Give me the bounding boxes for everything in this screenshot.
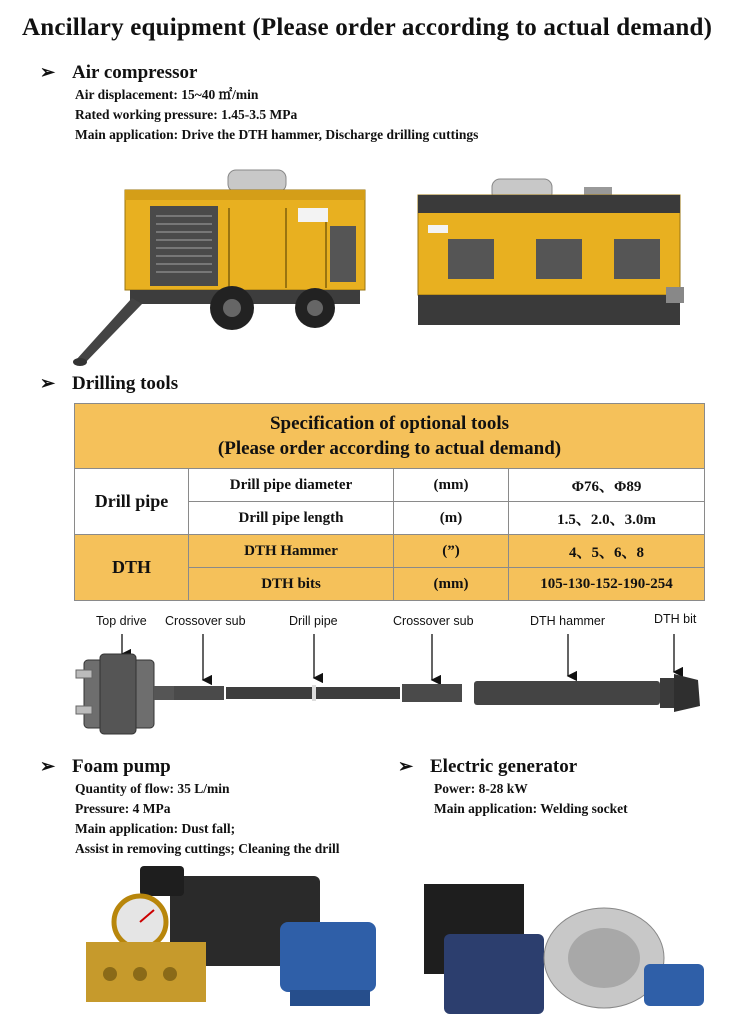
foam-pump-title: Foam pump [72,756,171,777]
item-cell: DTH bits [189,568,394,601]
item-cell: Drill pipe length [189,502,394,535]
air-compressor-title: Air compressor [72,62,198,83]
electric-generator-specs [434,779,628,819]
spec-line: Main application: Drive the DTH hammer, Discharge drilling cuttings [75,127,479,142]
arrow-bullet-icon: ➢ [40,373,56,393]
foam-pump-image [80,862,380,1022]
dth-hammer-part [474,681,660,705]
table-row [75,469,705,502]
dth-bit-part [660,674,700,712]
unit-cell: (”) [394,535,509,568]
spec-table-title-cell [75,404,705,469]
spec-table-header [75,404,705,469]
drill-pipe-label: Drill pipe [289,614,338,628]
dth-hammer-label: DTH hammer [530,614,606,628]
air-compressor-specs [75,85,478,145]
unit-cell: (m) [394,502,509,535]
item-cell: DTH Hammer [189,535,394,568]
unit-cell: (mm) [394,469,509,502]
crossover-sub-label-2: Crossover sub [393,614,474,628]
skid-compressor-image [414,177,690,330]
electric-generator-image [414,874,714,1024]
spec-line: Main application: Welding socket [434,801,628,816]
group-name-cell: Drill pipe [75,469,189,535]
pointer-arrows [122,634,674,680]
portable-compressor-image [70,168,380,370]
spec-table-title: Specification of optional tools [269,413,510,434]
foam-pump-heading [40,756,171,778]
spec-line: Quantity of flow: 35 L/min [75,781,230,796]
arrow-bullet-icon: ➢ [398,756,414,776]
group-name-cell: DTH [75,535,189,601]
spec-table-subtitle: (Please order according to actual demand) [217,438,562,459]
value-cell: 4、5、6、8 [509,535,705,568]
electric-generator-heading [398,756,577,778]
dth-bit-label: DTH bit [654,612,697,626]
top-drive-label: Top drive [96,614,147,628]
arrow-bullet-icon: ➢ [40,756,56,776]
crossover-sub-part-2 [402,684,462,702]
table-row [75,535,705,568]
spec-line: Pressure: 4 MPa [75,801,171,816]
page-title: Ancillary equipment (Please order according to actual demand) [22,14,713,41]
value-cell: 1.5、2.0、3.0m [509,502,705,535]
drilling-tools-title: Drilling tools [72,373,179,394]
spec-line: Rated working pressure: 1.45-3.5 MPa [75,107,298,122]
top-drive-part [76,654,174,734]
spec-line: Air displacement: 15~40 ㎡/min [75,87,259,102]
item-cell: Drill pipe diameter [189,469,394,502]
drilling-tools-heading [40,373,178,395]
drill-string-diagram [70,628,710,740]
unit-cell: (mm) [394,568,509,601]
value-cell: Φ76、Φ89 [509,469,705,502]
spec-table [74,403,705,601]
spec-line: Assist in removing cuttings; Cleaning the drill [75,841,340,856]
arrow-bullet-icon: ➢ [40,62,56,82]
spec-line: Power: 8-28 kW [434,781,528,796]
foam-pump-specs [75,779,340,859]
spec-line: Main application: Dust fall; [75,821,236,836]
air-compressor-heading [40,62,197,84]
crossover-sub-part-1 [174,686,224,700]
value-cell: 105-130-152-190-254 [509,568,705,601]
electric-generator-title: Electric generator [430,756,578,777]
crossover-sub-label-1: Crossover sub [165,614,246,628]
